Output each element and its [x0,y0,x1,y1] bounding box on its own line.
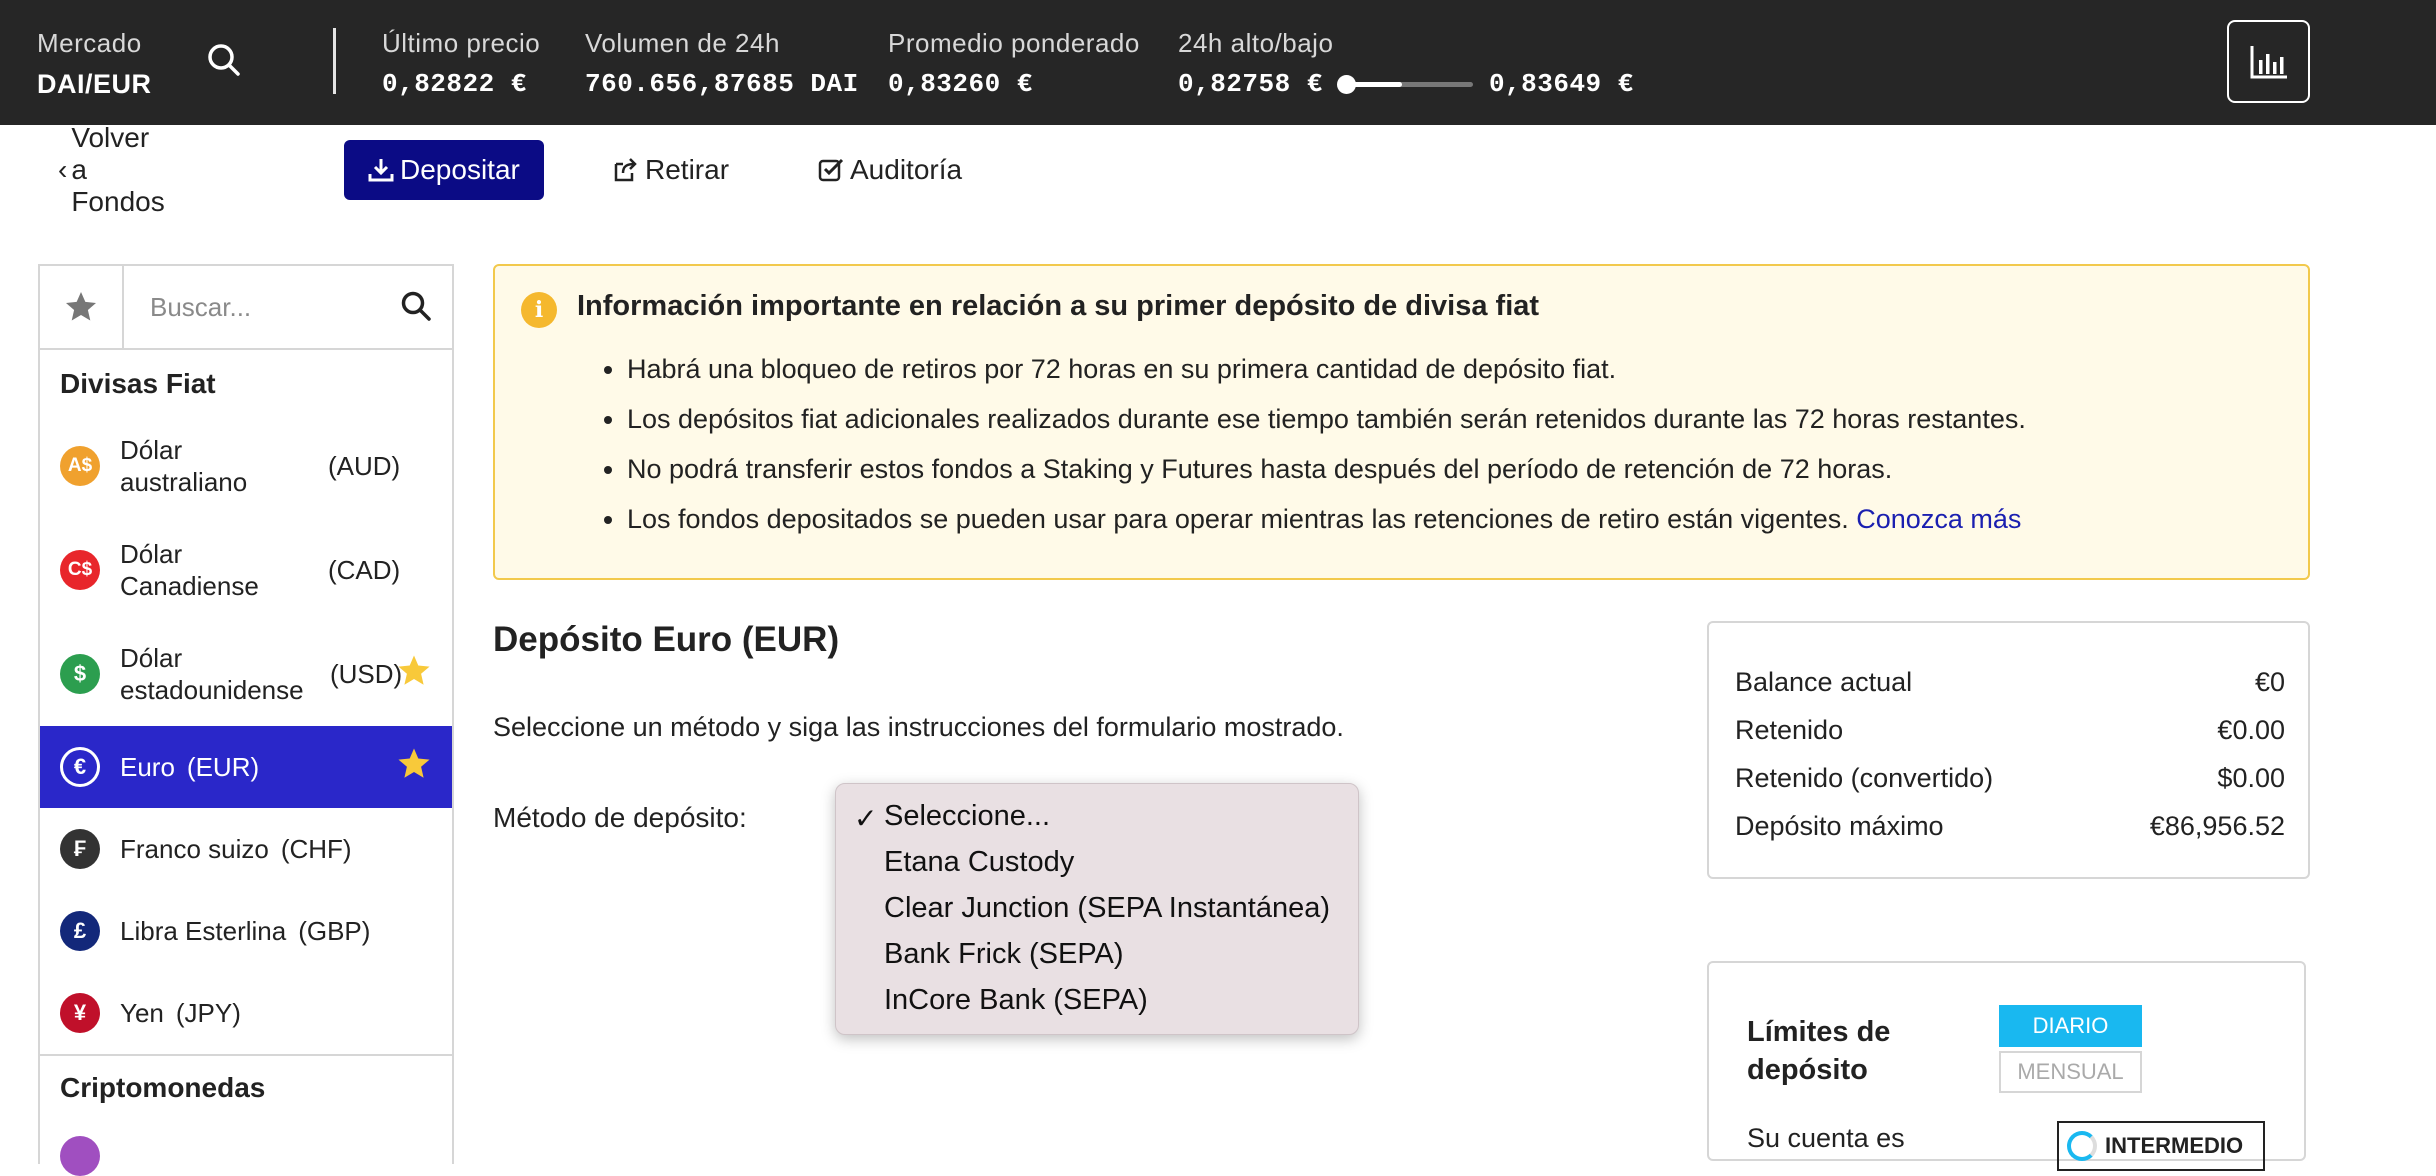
last-price-label: Último precio [382,28,541,58]
tab-monthly[interactable]: MENSUAL [1999,1051,2142,1093]
crypto-coin-icon [60,1136,100,1176]
favorites-filter-button[interactable] [40,266,124,348]
jpy-icon: ¥ [60,993,100,1033]
currency-search-input[interactable] [126,266,376,348]
last-price-stat [382,28,540,99]
back-to-funds-link[interactable] [58,122,165,217]
withdraw-label: Retirar [645,154,730,185]
currency-item-chf[interactable] [40,808,452,890]
currency-name: Dólar Canadiense [120,539,259,601]
notice-title: Información importante en relación a su primer depósito de divisa fiat [577,290,1540,322]
info-icon: i [521,292,557,328]
range-values [1178,69,1634,99]
currency-name: Dólar estadounidense [120,643,304,705]
currency-search-row [40,266,452,350]
deposit-limits-panel [1707,961,2306,1161]
balance-row-max-deposit: Depósito máximo €86,956.52 [1735,811,2285,841]
weighted-average-label: Promedio ponderado [888,28,1140,58]
balance-row-held: Retenido €0.00 [1735,715,2285,745]
balance-summary [1707,621,2310,879]
currency-item-eur[interactable] [40,726,452,808]
header-divider [333,28,336,94]
crypto-section-heading: Criptomonedas [60,1072,266,1103]
dropdown-option-bank-frick[interactable]: Bank Frick (SEPA) [884,938,1124,970]
currency-sidebar [38,264,454,1164]
dropdown-option-select[interactable]: Seleccione... [884,800,1051,832]
checkmark-icon: ✓ [854,803,878,834]
bar-chart-icon [2249,44,2289,80]
last-price-value: 0,82822 € [382,69,527,99]
dropdown-option-clear-junction[interactable]: Clear Junction (SEPA Instantánea) [884,892,1330,924]
search-icon[interactable] [400,290,432,327]
currency-name-code: Franco suizo (CHF) [120,834,352,864]
progress-ring-icon [2067,1131,2097,1161]
first-deposit-notice [493,264,2310,580]
market-selector[interactable] [37,28,152,100]
aud-icon: A$ [60,446,100,486]
notice-item: • Los fondos depositados se pueden usar para operar mientras las retenciones de retiro están vigentes. Conozca más [627,502,2026,552]
eur-icon: € [60,747,100,787]
notice-item: • Los depósitos fiat adicionales realizados durante ese tiempo también serán retenidos durante las 72 horas restantes. [627,402,2026,452]
notice-list [627,352,2026,552]
currency-name-code: Yen (JPY) [120,998,241,1028]
range-low: 0,82758 € [1178,69,1323,99]
account-level-badge: INTERMEDIO [2057,1121,2265,1171]
market-header [0,0,2436,125]
usd-icon: $ [60,654,100,694]
currency-item-jpy[interactable] [40,972,452,1054]
favorite-star-icon[interactable] [396,654,432,695]
chevron-left-icon: ‹ [58,154,68,185]
dropdown-option-etana[interactable]: Etana Custody [884,846,1075,878]
share-external-icon [613,157,639,183]
deposit-button[interactable] [344,140,544,200]
section-divider [40,1054,452,1056]
volume-label: Volumen de 24h [585,28,780,58]
volume-value: 760.656,87685 DAI [585,69,859,99]
currency-name-code: Libra Esterlina (GBP) [120,916,371,946]
market-search-icon[interactable] [206,42,246,82]
checkbox-icon [818,157,844,183]
balance-row-current: Balance actual €0 [1735,667,2285,697]
withdraw-link[interactable] [613,140,729,200]
range-label: 24h alto/bajo [1178,28,1334,58]
currency-name-code: Euro (EUR) [120,752,260,782]
deposit-title: Depósito Euro (EUR) [493,620,840,659]
dropdown-option-incore[interactable]: InCore Bank (SEPA) [884,984,1148,1016]
back-label: Volver a Fondos [71,122,165,217]
deposit-method-dropdown[interactable] [835,783,1359,1035]
deposit-instructions: Seleccione un método y siga las instrucciones del formulario mostrado. [493,712,1344,742]
account-level-label: Su cuenta es [1747,1123,1905,1153]
chf-icon: ₣ [60,829,100,869]
range-high: 0,83649 € [1488,69,1634,99]
tab-daily[interactable]: DIARIO [1999,1005,2142,1047]
currency-code: (AUD) [328,450,401,481]
range-bar [1337,74,1473,94]
range-stat [1178,28,1634,99]
market-label: Mercado [37,28,142,58]
fiat-section-heading: Divisas Fiat [60,368,216,399]
weighted-average-value: 0,83260 € [888,69,1033,99]
notice-item: • No podrá transferir estos fondos a Staking y Futures hasta después del período de retención de 72 horas. [627,452,2026,502]
market-pair[interactable]: DAI/EUR [37,69,152,99]
balance-row-held-converted: Retenido (convertido) $0.00 [1735,763,2285,793]
volume-stat [585,28,859,99]
notice-item: • Habrá una bloqueo de retiros por 72 horas en su primera cantidad de depósito fiat. [627,352,2026,402]
cad-icon: C$ [60,550,100,590]
chart-toggle-button[interactable] [2227,20,2310,103]
limits-title: Límites de depósito [1747,1016,1891,1086]
download-icon [368,157,394,183]
weighted-average-stat [888,28,1140,99]
learn-more-link[interactable]: Conozca más [1856,504,2022,534]
currency-item-usd[interactable] [40,622,452,726]
audit-label: Auditoría [850,154,963,185]
currency-item-gbp[interactable] [40,890,452,972]
deposit-method-label: Método de depósito: [493,802,747,833]
star-icon [63,289,99,325]
audit-link[interactable] [818,140,962,200]
currency-item-cad[interactable] [40,518,452,622]
gbp-icon: £ [60,911,100,951]
deposit-label: Depositar [400,154,520,185]
currency-item-aud[interactable] [40,414,452,518]
currency-name: Dólar australiano [120,435,248,497]
favorite-star-icon[interactable] [396,747,432,788]
currency-code: (CAD) [328,554,401,585]
currency-code: (USD) [330,658,403,689]
